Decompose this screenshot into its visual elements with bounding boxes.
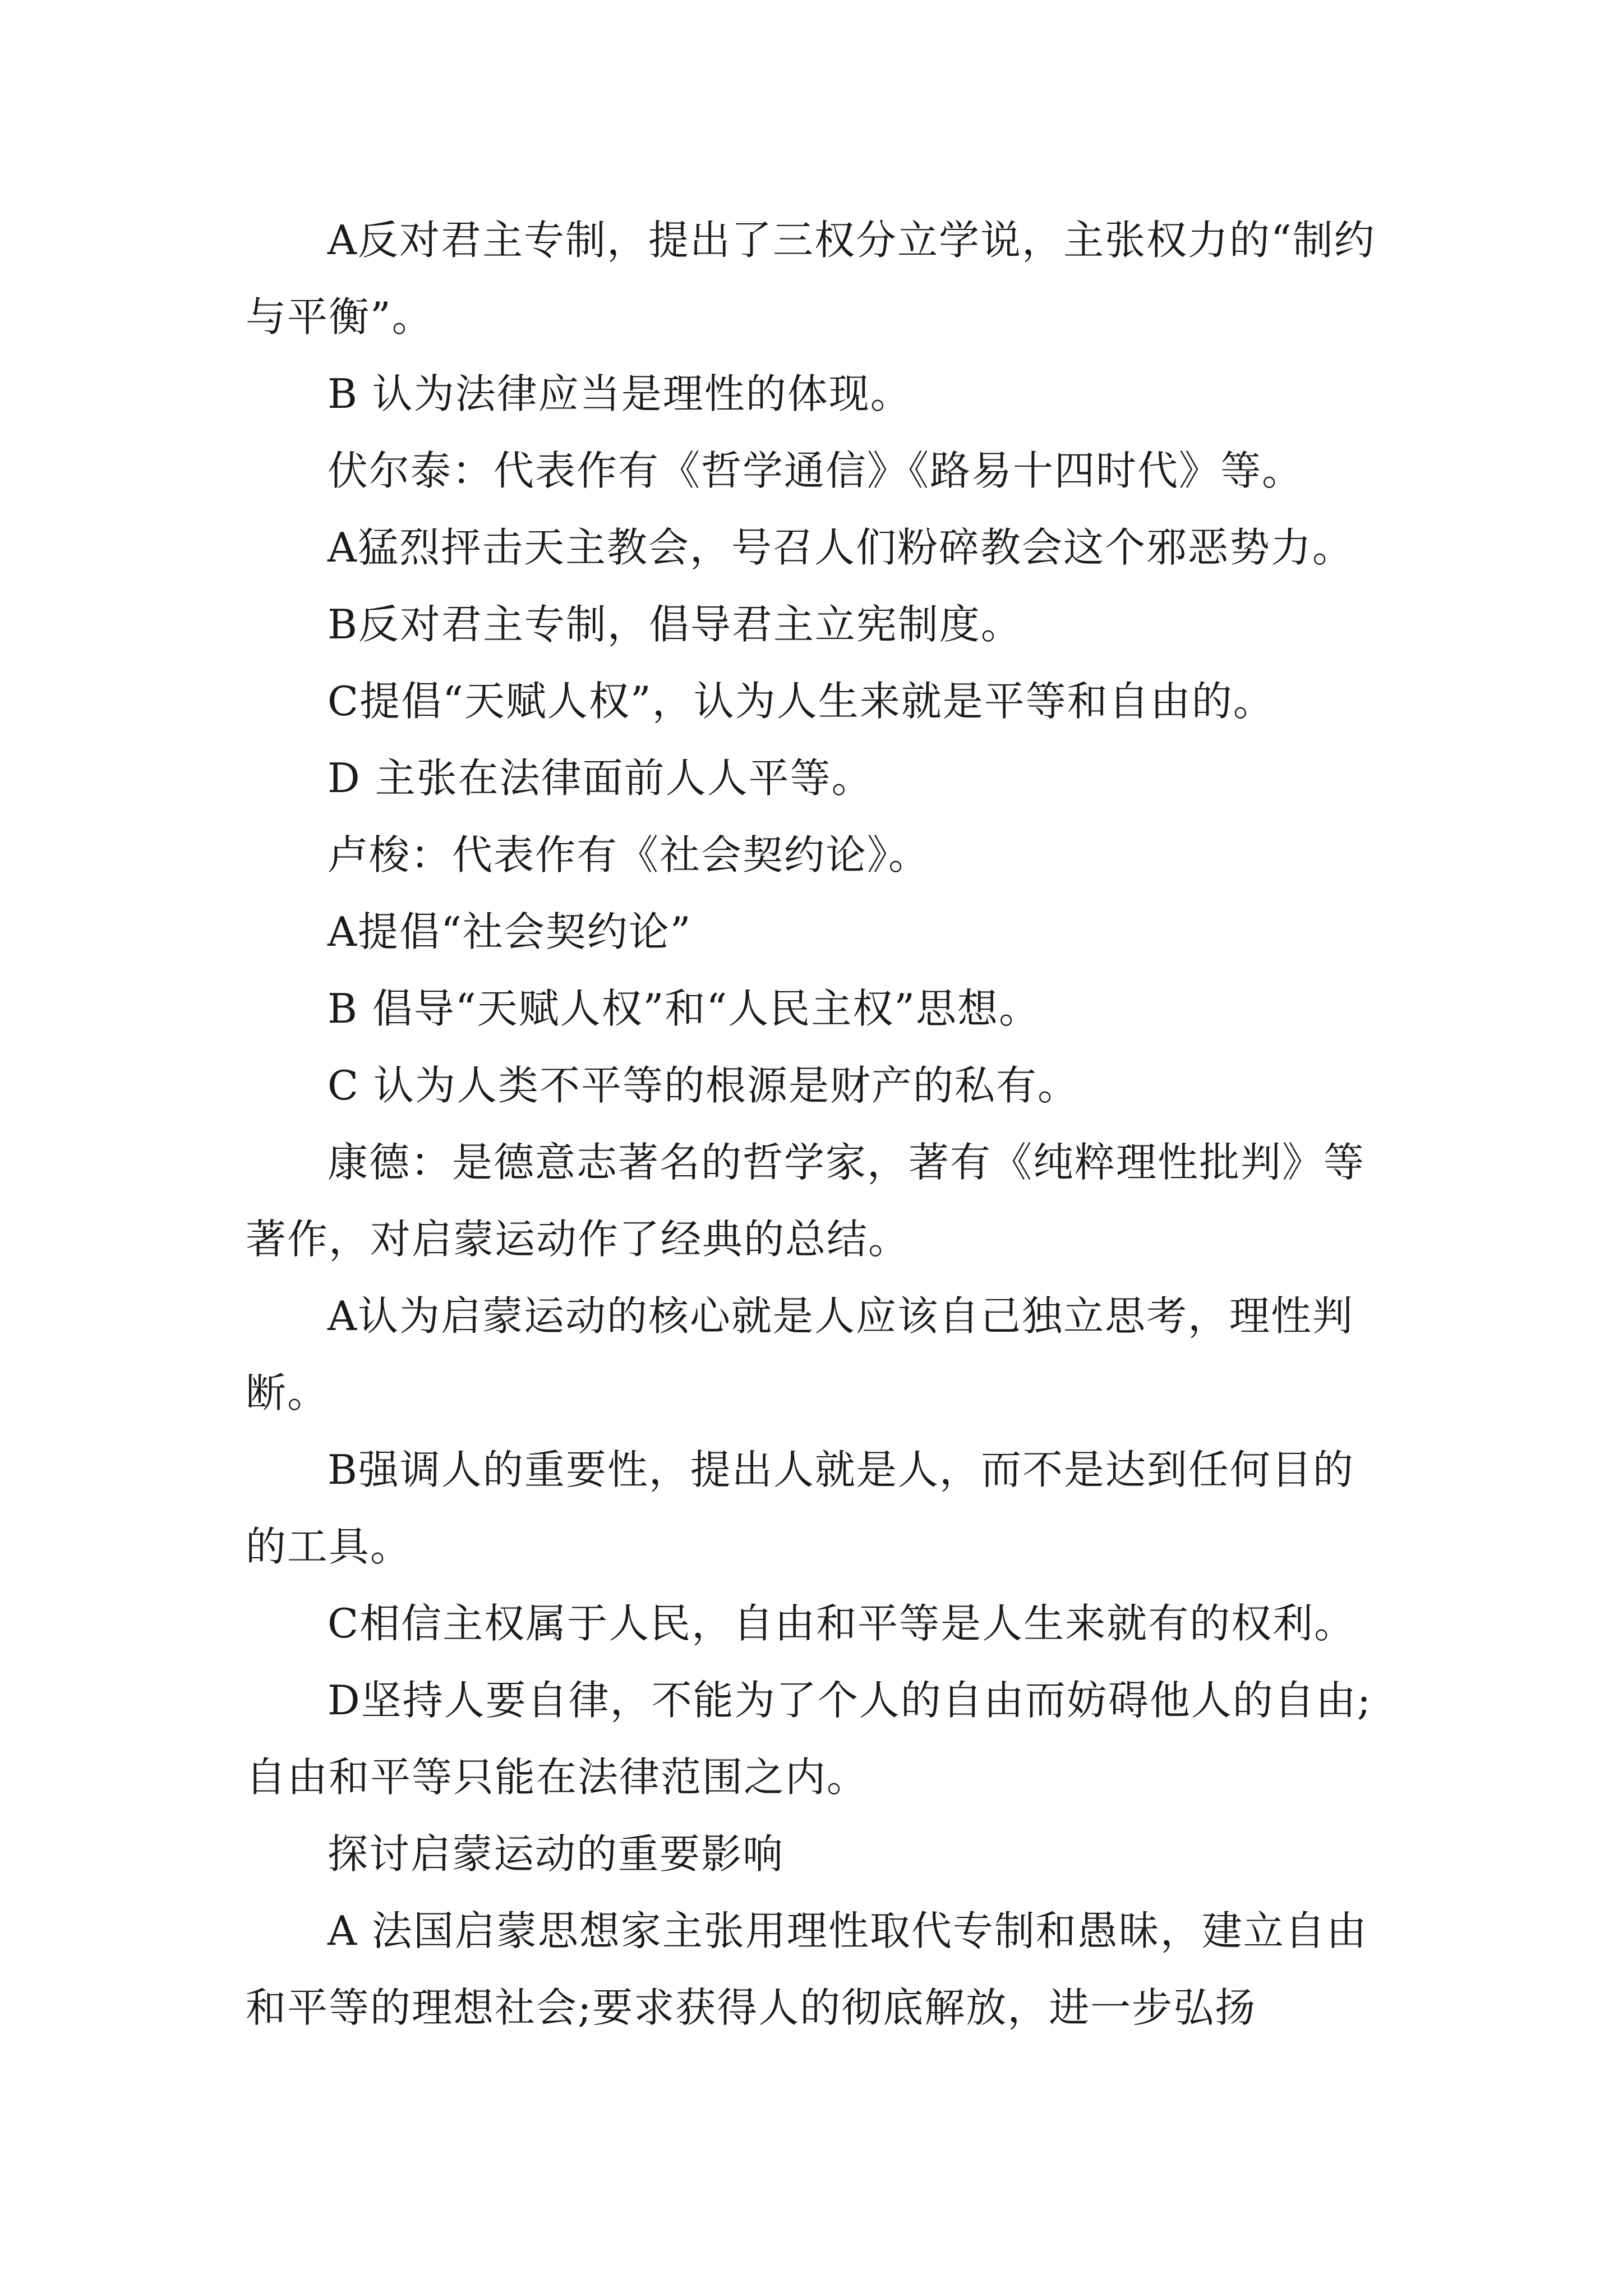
paragraph-kant-a: A认为启蒙运动的核心就是人应该自己独立思考，理性判断。 [246, 1292, 1354, 1416]
document-body [246, 202, 1390, 2046]
paragraph-influence-heading: 探讨启蒙运动的重要影响 [328, 1830, 785, 1878]
paragraph-rousseau-c: C 认为人类不平等的根源是财产的私有。 [328, 1062, 1079, 1109]
paragraph-kant-intro: 康德：是德意志著名的哲学家，著有《纯粹理性批判》等著作，对启蒙运动作了经典的总结。 [246, 1139, 1366, 1263]
paragraph-montesquieu-a: A反对君主专制，提出了三权分立学说，主张权力的“制约与平衡”。 [246, 217, 1376, 341]
paragraph-voltaire-d: D 主张在法律面前人人平等。 [328, 754, 873, 802]
paragraph-voltaire-c: C提倡“天赋人权”，认为人生来就是平等和自由的。 [328, 678, 1275, 725]
paragraph-montesquieu-b: B 认为法律应当是理性的体现。 [328, 370, 912, 417]
paragraph-rousseau-intro: 卢梭：代表作有《社会契约论》。 [328, 831, 930, 878]
paragraph-voltaire-a: A猛烈抨击天主教会，号召人们粉碎教会这个邪恶势力。 [328, 524, 1354, 571]
paragraph-kant-b: B强调人的重要性，提出人就是人，而不是达到任何目的的工具。 [246, 1446, 1354, 1570]
paragraph-voltaire-intro: 伏尔泰：代表作有《哲学通信》《路易十四时代》等。 [328, 447, 1304, 494]
paragraph-kant-c: C相信主权属于人民，自由和平等是人生来就有的权利。 [328, 1600, 1356, 1647]
paragraph-voltaire-b: B反对君主专制，倡导君主立宪制度。 [328, 601, 1022, 648]
paragraph-rousseau-a: A提倡“社会契约论” [328, 908, 692, 955]
paragraph-rousseau-b: B 倡导“天赋人权”和“人民主权”思想。 [328, 985, 1041, 1032]
paragraph-kant-d: D坚持人要自律，不能为了个人的自由而妨碍他人的自由;自由和平等只能在法律范围之内。 [246, 1677, 1372, 1801]
paragraph-influence-a: A 法国启蒙思想家主张用理性取代专制和愚昧，建立自由和平等的理想社会;要求获得人的彻底解放，进一步弘扬 [246, 1907, 1368, 2031]
